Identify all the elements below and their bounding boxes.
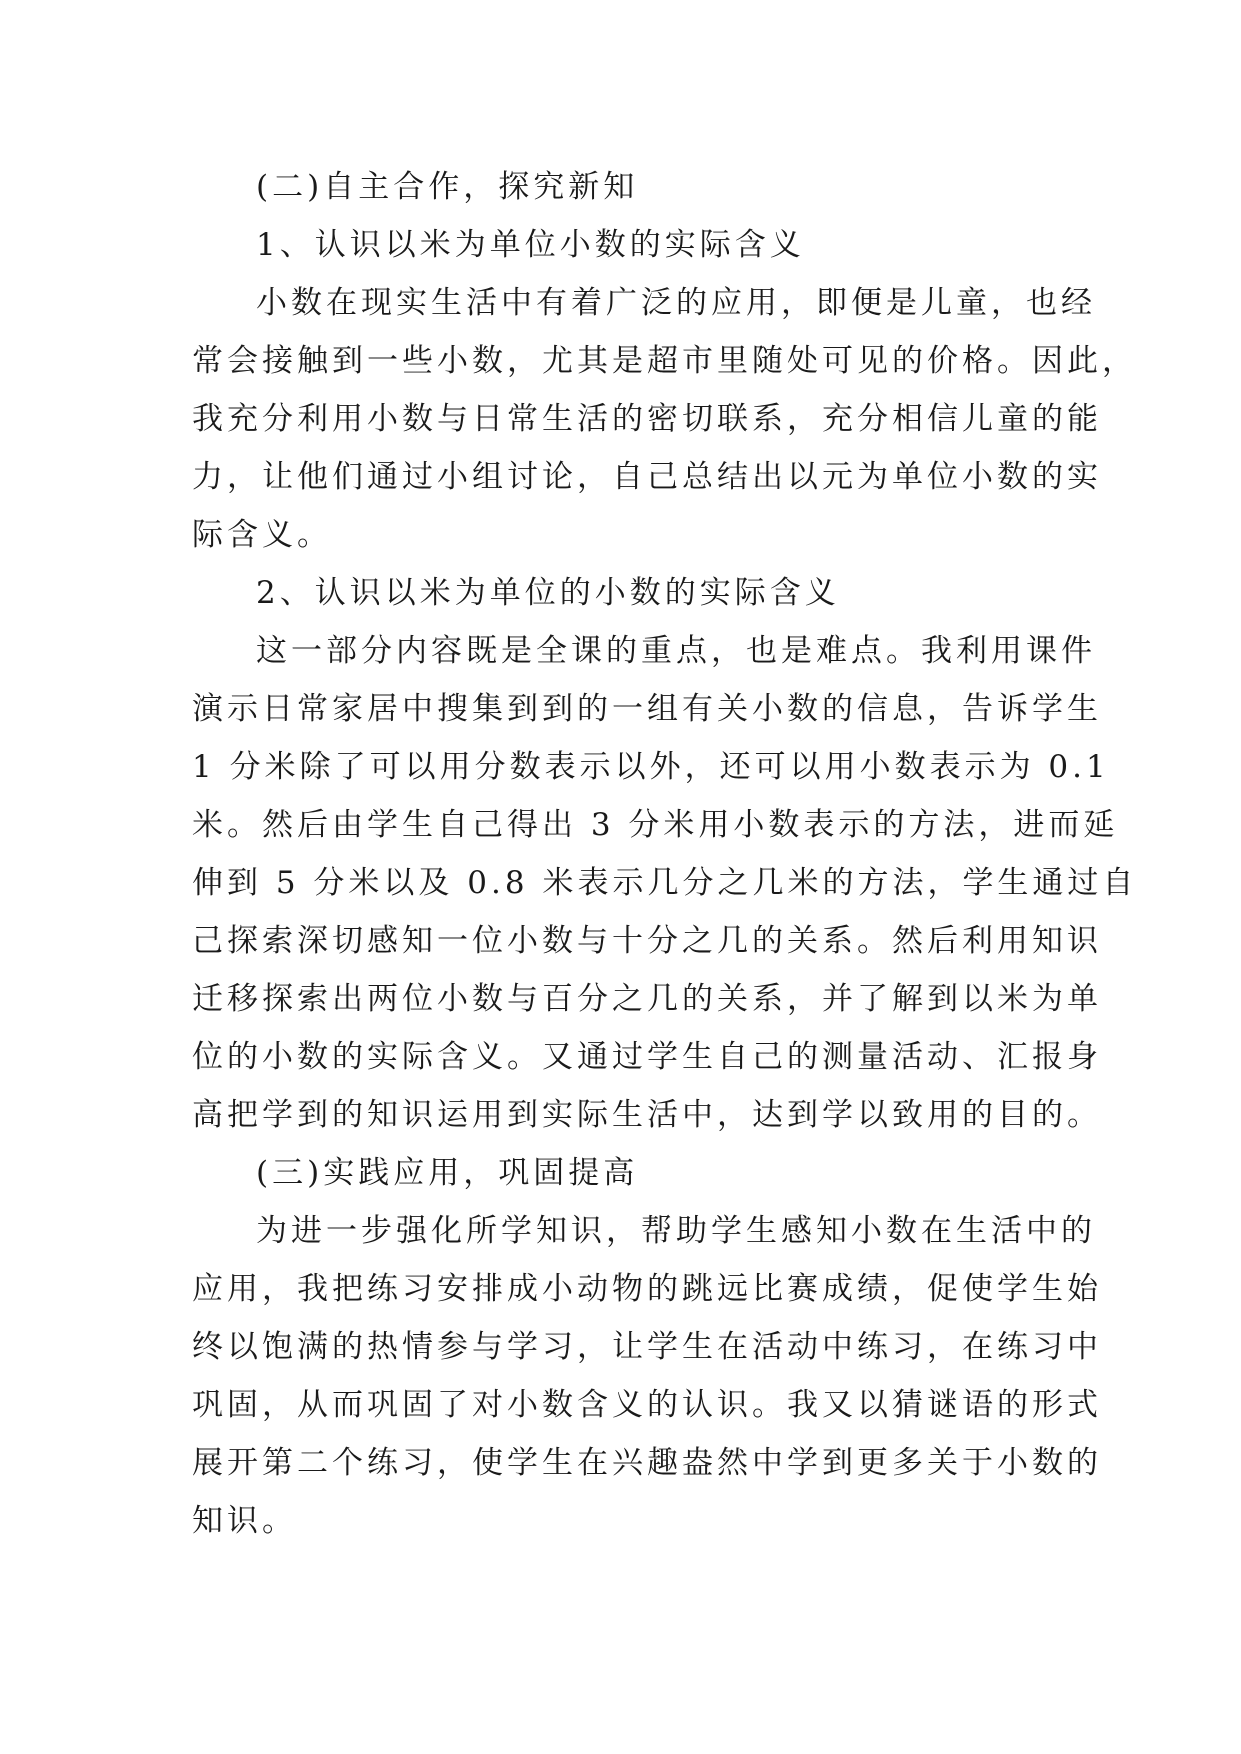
paragraph-line: 高把学到的知识运用到实际生活中，达到学以致用的目的。	[192, 1097, 1102, 1133]
paragraph-line: 力，让他们通过小组讨论，自己总结出以元为单位小数的实	[192, 459, 1102, 495]
paragraph-line: 伸到 5 分米以及 0.8 米表示几分之几米的方法，学生通过自	[192, 865, 1138, 901]
section-heading-3: (三)实践应用，巩固提高	[256, 1155, 639, 1191]
section-heading-2: (二)自主合作，探究新知	[256, 169, 639, 205]
subsection-heading-2: 2、认识以米为单位的小数的实际含义	[256, 575, 840, 611]
paragraph-line: 际含义。	[192, 517, 332, 553]
paragraph-line: 1 分米除了可以用分数表示以外，还可以用小数表示为 0.1	[192, 749, 1110, 785]
paragraph-line: 小数在现实生活中有着广泛的应用，即便是儿童，也经	[256, 285, 1096, 321]
paragraph-line: 米。然后由学生自己得出 3 分米用小数表示的方法，进而延	[192, 807, 1119, 843]
paragraph-line: 位的小数的实际含义。又通过学生自己的测量活动、汇报身	[192, 1039, 1102, 1075]
paragraph-line: 应用，我把练习安排成小动物的跳远比赛成绩，促使学生始	[192, 1271, 1102, 1307]
document-body	[192, 158, 1138, 1550]
paragraph-line: 己探索深切感知一位小数与十分之几的关系。然后利用知识	[192, 923, 1102, 959]
paragraph-line: 终以饱满的热情参与学习，让学生在活动中练习，在练习中	[192, 1329, 1102, 1365]
paragraph-line: 为进一步强化所学知识，帮助学生感知小数在生活中的	[256, 1213, 1096, 1249]
paragraph-line: 展开第二个练习，使学生在兴趣盎然中学到更多关于小数的	[192, 1445, 1102, 1481]
paragraph-line: 我充分利用小数与日常生活的密切联系，充分相信儿童的能	[192, 401, 1102, 437]
subsection-heading-1: 1、认识以米为单位小数的实际含义	[256, 227, 805, 263]
paragraph-line: 迁移探索出两位小数与百分之几的关系，并了解到以米为单	[192, 981, 1102, 1017]
paragraph-line: 知识。	[192, 1503, 297, 1539]
paragraph-line: 常会接触到一些小数，尤其是超市里随处可见的价格。因此，	[192, 343, 1137, 379]
paragraph-line: 演示日常家居中搜集到到的一组有关小数的信息，告诉学生	[192, 691, 1102, 727]
paragraph-line: 这一部分内容既是全课的重点，也是难点。我利用课件	[256, 633, 1096, 669]
paragraph-line: 巩固，从而巩固了对小数含义的认识。我又以猜谜语的形式	[192, 1387, 1102, 1423]
